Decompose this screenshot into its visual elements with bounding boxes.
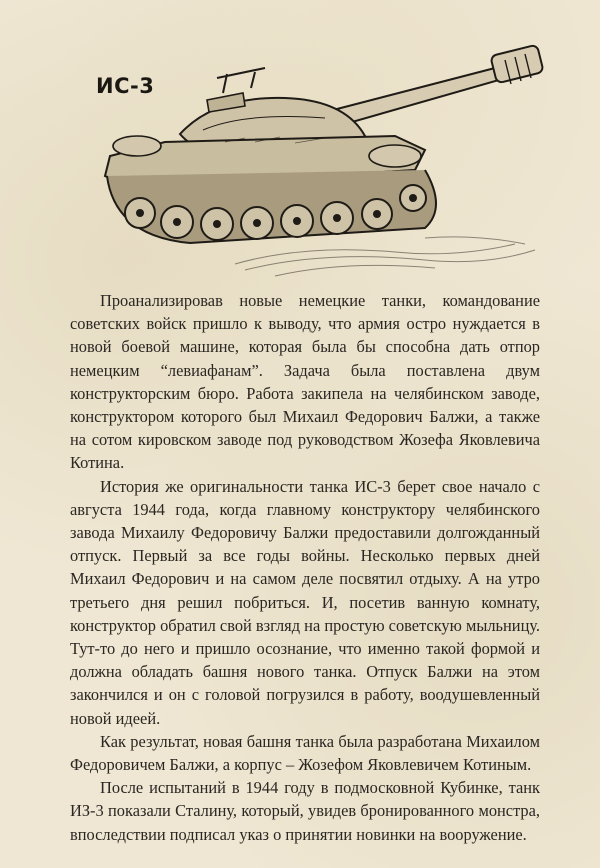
- paragraph: Как результат, новая башня танка была разработана Михаилом Федоровичем Балжи, а корпус – Жозефом Яковлевичем Котиным.: [70, 731, 540, 775]
- paragraph: История же оригинальности танка ИС-3 берет свое начало с августа 1944 года, когда главному конструктору челябинского завода Михаилу Федоровичу Балжи предоставили долгожданный отпуск. Первый за все годы войны. Несколько первых дней Михаил Федорович и на самом деле посвятил отдыху. А на утро третьего дня решил побриться. И, посетив ванную комнату, конструктор обратил свой взгляд на простую советскую мыльницу. Тут-то до него и пришло осознание, что именно такой формой и должна обладать башня нового танка. Отпуск Балжи на этом закончился и он с головой погрузился в работу, воодушевленный новой идеей.: [70, 476, 540, 728]
- paragraph: После испытаний в 1944 году в подмосковной Кубинке, танк ИЗ-3 показали Сталину, который, увидев бронированного монстра, впоследствии подписал указ о принятии новинки на вооружение.: [70, 778, 540, 844]
- tank-illustration: [95, 38, 565, 278]
- paragraph: Проанализировав новые немецкие танки, командование советских войск пришло к выводу, что армия остро нуждается в новой боевой машине, которая была бы способна дать отпор немецким “левиафанам”. Задача была поставлена двум конструкторским бюро. Работа закипела на челябинском заводе, конструктором которого был Михаил Федорович Балжи, а также на сотом кировском заводе под руководством Жозефа Яковлевича Котина.: [70, 291, 540, 473]
- article-body: [70, 289, 540, 846]
- page-title: ИС-3: [96, 74, 155, 98]
